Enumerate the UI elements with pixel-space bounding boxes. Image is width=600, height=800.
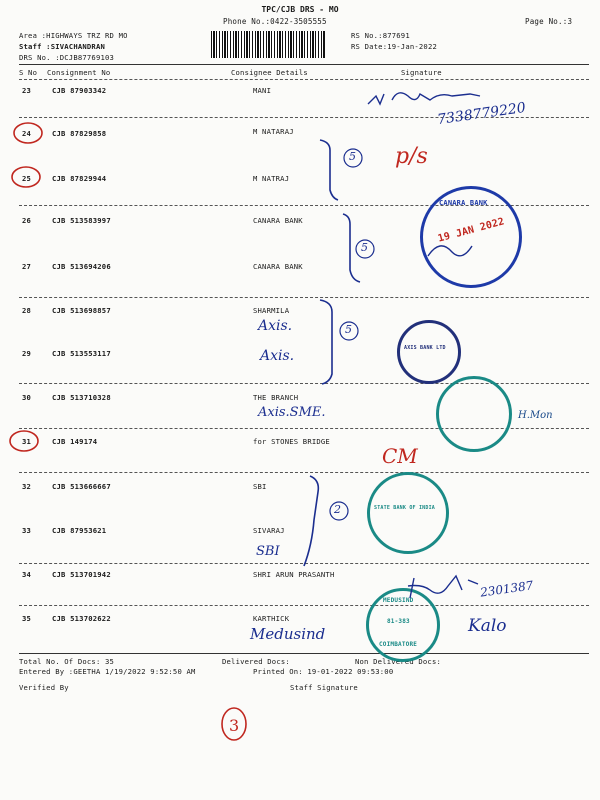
signature-23 bbox=[368, 93, 480, 104]
document-title: TPC/CJB DRS - MO bbox=[261, 5, 339, 14]
handwritten-count: 2 bbox=[334, 503, 341, 516]
row-divider bbox=[19, 605, 589, 606]
row-sno: 25 bbox=[22, 174, 32, 183]
row-consignment: CJB 87903342 bbox=[52, 86, 107, 95]
header-divider bbox=[19, 64, 589, 65]
row-consignee: SBI bbox=[253, 482, 267, 491]
row-consignee: CANARA BANK bbox=[253, 216, 303, 225]
handwritten-signature: H.Mon bbox=[518, 410, 553, 421]
row-consignee: SIVARAJ bbox=[253, 526, 285, 535]
canara-bank-stamp bbox=[420, 186, 522, 288]
row-consignment: CJB 149174 bbox=[52, 437, 98, 446]
stamp-bank-name: AXIS BANK LTD bbox=[404, 345, 446, 351]
row-divider bbox=[19, 472, 589, 473]
row-consignee: M NATARAJ bbox=[253, 127, 294, 136]
footer-divider bbox=[19, 653, 589, 654]
stamp-company: MEDUSIND bbox=[383, 597, 414, 604]
row-consignment: CJB 513553117 bbox=[52, 349, 111, 358]
medusind-stamp bbox=[366, 588, 440, 662]
column-header-consignee: Consignee Details bbox=[231, 68, 308, 77]
row-sno: 28 bbox=[22, 306, 32, 315]
handwritten-axis: Axis. bbox=[260, 348, 295, 364]
column-header-signature: Signature bbox=[401, 68, 442, 77]
row-sno: 32 bbox=[22, 482, 32, 491]
handwritten-cm: CM bbox=[382, 444, 418, 468]
row-consignee: SHARMILA bbox=[253, 306, 290, 315]
non-delivered-docs: Non Delivered Docs: bbox=[355, 657, 442, 666]
row-sno: 26 bbox=[22, 216, 32, 225]
stamp-code: 81-383 bbox=[387, 618, 410, 625]
bracket-24-25 bbox=[320, 140, 338, 200]
bracket-32-33 bbox=[304, 476, 318, 566]
row-consignment: CJB 513666667 bbox=[52, 482, 111, 491]
row-consignee: CANARA BANK bbox=[253, 262, 303, 271]
page-number: Page No.:3 bbox=[525, 17, 573, 26]
handwritten-pls: p/s bbox=[395, 144, 428, 169]
entered-by: Entered By :GEETHA 1/19/2022 9:52:50 AM bbox=[19, 667, 196, 676]
row-sno: 33 bbox=[22, 526, 32, 535]
handwritten-count: 5 bbox=[349, 150, 356, 163]
row-consignment: CJB 87829944 bbox=[52, 174, 107, 183]
row-sno: 30 bbox=[22, 393, 32, 402]
delivered-docs: Delivered Docs: bbox=[222, 657, 290, 666]
row-sno: 27 bbox=[22, 262, 32, 271]
row-consignment: CJB 87829858 bbox=[52, 129, 107, 138]
stamp-date: 19 JAN 2022 bbox=[436, 216, 506, 245]
row-consignee: THE BRANCH bbox=[253, 393, 299, 402]
handwritten-count: 5 bbox=[361, 241, 368, 254]
row-consignment: CJB 513583997 bbox=[52, 216, 111, 225]
row-consignment: CJB 513702622 bbox=[52, 614, 111, 623]
area-field: Area :HIGHWAYS TRZ RD MO bbox=[19, 31, 128, 40]
column-header-sno: S No bbox=[19, 68, 38, 77]
row-consignee: for STONES BRIDGE bbox=[253, 437, 330, 446]
row-sno: 34 bbox=[22, 570, 32, 579]
row-consignee: KARTHICK bbox=[253, 614, 290, 623]
handwritten-signature: Kalo bbox=[468, 616, 507, 636]
row-sno: 31 bbox=[22, 437, 32, 446]
axis-bank-stamp bbox=[397, 320, 461, 384]
row-divider bbox=[19, 297, 589, 298]
row-consignment: CJB 513701942 bbox=[52, 570, 111, 579]
staff-field: Staff :SIVACHANDRAN bbox=[19, 42, 106, 51]
row-sno: 24 bbox=[22, 129, 32, 138]
bracket-28-29 bbox=[320, 300, 332, 384]
phone-number: Phone No.:0422-3505555 bbox=[223, 17, 327, 26]
row-sno: 35 bbox=[22, 614, 32, 623]
column-header-consignment: Consignment No bbox=[47, 68, 111, 77]
stamp-bank-name: STATE BANK OF INDIA bbox=[374, 505, 435, 511]
stamp-bank-name: CANARA BANK bbox=[439, 199, 488, 207]
row-consignee: SHRI ARUN PRASANTH bbox=[253, 570, 335, 579]
row-consignee: M NATRAJ bbox=[253, 174, 290, 183]
row-divider bbox=[19, 383, 589, 384]
row-divider bbox=[19, 563, 589, 564]
stamp-city: COIMBATORE bbox=[379, 641, 418, 648]
staff-signature-label: Staff Signature bbox=[290, 683, 358, 692]
handwritten-page-number: 3 bbox=[229, 716, 240, 735]
row-consignment: CJB 513710328 bbox=[52, 393, 111, 402]
handwritten-axis-sme: Axis.SME. bbox=[258, 405, 326, 420]
handwritten-axis: Axis. bbox=[258, 318, 293, 334]
row-consignment: CJB 513694206 bbox=[52, 262, 111, 271]
rs-date: RS Date:19-Jan-2022 bbox=[351, 42, 438, 51]
printed-on: Printed On: 19-01-2022 09:53:00 bbox=[253, 667, 394, 676]
bracket-26-27 bbox=[343, 214, 360, 282]
handwritten-medusind: Medusind bbox=[250, 625, 326, 643]
handwritten-number: 2301387 bbox=[479, 578, 535, 600]
sbi-stamp bbox=[367, 472, 449, 554]
verified-by: Verified By bbox=[19, 683, 69, 692]
column-divider bbox=[19, 79, 589, 80]
barcode bbox=[211, 31, 325, 58]
row-sno: 29 bbox=[22, 349, 32, 358]
handwritten-count: 5 bbox=[345, 323, 352, 336]
handwritten-phone: 7338779220 bbox=[436, 99, 527, 129]
rs-number: RS No.:877691 bbox=[351, 31, 410, 40]
row-consignment: CJB 87953621 bbox=[52, 526, 107, 535]
total-docs: Total No. Of Docs: 35 bbox=[19, 657, 115, 666]
drs-number: DRS No. :DCJB87769103 bbox=[19, 53, 115, 62]
row-consignee: MANI bbox=[253, 86, 272, 95]
row-consignment: CJB 513698857 bbox=[52, 306, 111, 315]
row-sno: 23 bbox=[22, 86, 32, 95]
axis-bank-stamp-teal bbox=[436, 376, 512, 452]
handwritten-sbi: SBI bbox=[256, 544, 280, 559]
